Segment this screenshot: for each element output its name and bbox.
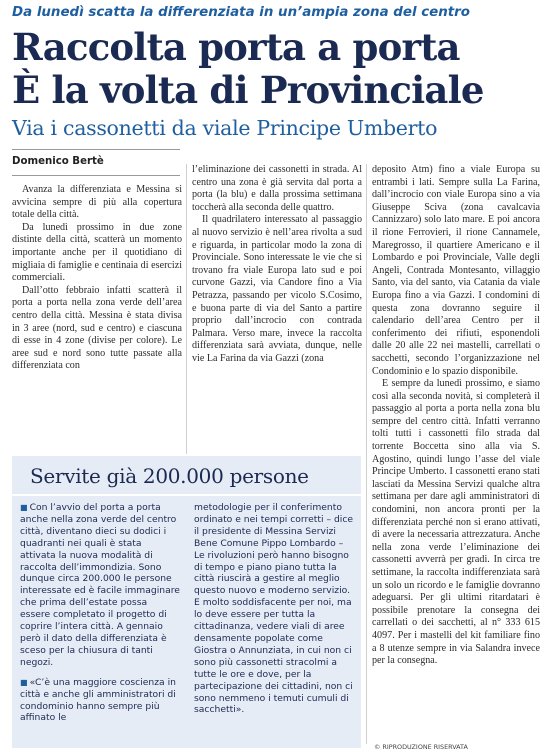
paragraph: l’eliminazione dei cassonetti in strada. Al centro una zona è già servita dal porta a porta (la blu) e dalla prossima settimana toccherà alla seconda delle quattro. — [192, 164, 362, 213]
copyright-notice: © RIPRODUZIONE RISERVATA — [374, 743, 468, 751]
box-column-2 — [194, 502, 356, 742]
headline — [12, 26, 542, 112]
paragraph: deposito Atm) fino a viale Europa su entrambi i lati. Sempre sulla La Farina, dall’incrocio con viale Europa sino a via Giuseppe Sciva (zona cavalcavia Cannizzaro) solo lato mare. E poi ancora il rione Ferrovieri, il rione Cannamele, Maregrosso, il quartiere Americano e il Lombardo e poi Provinciale, Valle degli Angeli, Contrada Montesanto, villaggio Santo, via del santo, via Catania da viale Europa fino a via Gazzi. I condomini di questa zona dovranno seguire il calendario dell’area Centro per il conferimento dei rifiuti, esponendoli dalle 20 alle 22 nei mastelli, carrellati o sacchetti, secondo l’organizzazione nel Condominio e lo spazio disponibile. — [372, 164, 540, 377]
byline-rule-bottom — [12, 175, 180, 176]
box-column-1 — [20, 502, 180, 742]
byline-rule-top — [12, 149, 180, 150]
box-paragraph — [20, 502, 180, 669]
column-divider — [366, 164, 367, 744]
headline-line-1: Raccolta porta a porta — [12, 25, 460, 69]
bullet-icon: ■ — [20, 677, 28, 687]
box-paragraph — [20, 677, 180, 725]
article-column-3 — [372, 164, 540, 738]
sidebar-box — [12, 456, 361, 748]
box-paragraph-text: «C’è una maggiore coscienza in città e anche gli amministratori di condominio hanno sempre più affinato le — [20, 676, 176, 724]
kicker: Da lunedì scatta la differenziata in un’ampia zona del centro — [12, 5, 470, 20]
article-column-1 — [12, 184, 182, 454]
box-paragraph: metodologie per il conferimento ordinato e nei tempi corretti – dice il presidente di Messina Servizi Bene Comune Pippo Lombardo – Le rivoluzioni però hanno bisogno di tempo e piano piano tutta la città riuscirà a gestire al meglio questo nuovo e moderno servizio. E molto soddisfacente per noi, ma lo deve essere per tutta la cittadinanza, vedere viali di aree densamente popolate come Giostra o Annunziata, in cui non ci sono più cassonetti stracolmi a tutte le ore e dove, per la partecipazione dei cittadini, non ci sono nemmeno i temuti cumuli di sacchetti». — [194, 502, 354, 716]
paragraph: Avanza la differenziata e Messina si avvicina sempre di più alla copertura totale della città. — [12, 184, 182, 221]
paragraph: Dall’otto febbraio infatti scatterà il porta a porta nella zona verde dell’area centro della città. Messina è stata divisa in 3 aree (nord, sud e centro) e ciascuna di esse in 4 zone (divise per colore). Le aree sud e nord sono tutte passate alla differenziata con — [12, 284, 182, 372]
box-divider — [12, 494, 361, 496]
column-divider — [186, 164, 187, 454]
subheadline: Via i cassonetti da viale Principe Umberto — [12, 116, 438, 140]
headline-line-2: È la volta di Provinciale — [12, 68, 484, 112]
box-paragraph-text: Con l’avvio del porta a porta anche nella zona verde del centro città, diventano dieci su dodici i quadranti nei quali è stata attivata la nuova modalità di raccolta dell’immondizia. Sono dunque circa 200.000 le persone interessate ed è facile immaginare che prima dell’estate possa essere completato il progetto di coprire l’intera città. A gennaio però il dato della differenziata è sceso per la chiusura di tanti negozi. — [20, 502, 180, 668]
paragraph: E sempre da lunedì prossimo, e siamo così alla seconda novità, si completerà il passaggio al porta a porta nella zona blu sempre del centro città. Infatti verranno tolti tutti i cassonetti filo strada dal torrente Boccetta sino alla via S. Agostino, quindi lungo l’asse del viale Principe Umberto. I cassonetti erano stati lasciati da Messina Servizi qualche altra settimana per dare agli amministratori di condomini, non ancora pronti per la differenziata perché non si erano attivati, di avere la necessaria attrezzatura. Anche nella zona verde l’eliminazione dei cassonetti avverrà per gradi. In circa tre settimane, la raccolta indifferenziata sarà un solo un ricordo e le famiglie dovranno adeguarsi. Per gli ultimi ritardatari è possibile prenotare la consegna dei carrellati o dei sacchetti, al n° 333 615 4097. Per i mastelli del kit familiare fino a 8 utenze sempre in via Salandra invece per la consegna. — [372, 378, 540, 667]
bullet-icon: ■ — [20, 503, 28, 512]
paragraph: Il quadrilatero interessato al passaggio al nuovo servizio è nell’area rivolta a sud e riguarda, in particolar modo la zona di Provinciale. Sono interessate le vie che si trovano fra viale Europa lato sud e poi curvone Gazzi, via Candore fino a Via Petrazza, passando per vicolo S.Cosimo, e buona parte di via del Santo a partire proprio dall’incrocio con contrada Palmara. Verso mare, invece la raccolta differenziata sarà avviata, dunque, nelle vie La Farina da via Gazzi (zona — [192, 214, 362, 364]
byline-author: Domenico Bertè — [12, 156, 104, 167]
article-column-2 — [192, 164, 362, 456]
box-title: Servite già 200.000 persone — [30, 464, 309, 488]
paragraph: Da lunedì prossimo in due zone distinte della città, scatterà un momento importante anche per il quotidiano di migliaia di famiglie e centinaia di esercizi commerciali. — [12, 221, 182, 284]
